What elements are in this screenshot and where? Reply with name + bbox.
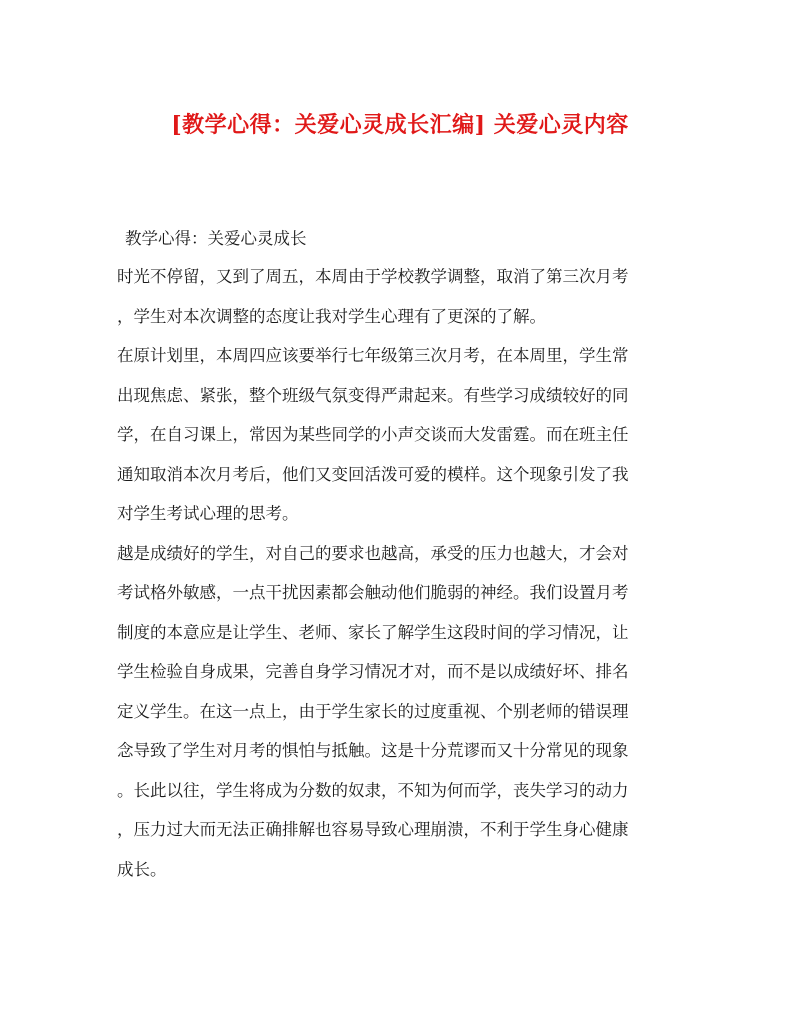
text-line: 在原计划里，本周四应该要举行七年级第三次月考，在本周里，学生常	[117, 346, 629, 365]
text-line: 学生检验自身成果，完善自身学习情况才对，而不是以成绩好坏、排名	[117, 662, 629, 681]
text-line: 。长此以往，学生将成为分数的奴隶，不知为何而学，丧失学习的动力	[117, 780, 629, 800]
text-line: 学，在自习课上，常因为某些同学的小声交谈而大发雷霆。而在班主任	[117, 425, 629, 444]
text-line: 越是成绩好的学生，对自己的要求也越高，承受的压力也越大，才会对	[117, 543, 629, 563]
text-line: 考试格外敏感，一点干扰因素都会触动他们脆弱的神经。我们设置月考	[117, 583, 629, 602]
text-line: ，压力过大而无法正确排解也容易导致心理崩溃，不利于学生身心健康	[117, 820, 629, 839]
text-line: 成长。	[117, 859, 167, 879]
text-line: 出现焦虑、紧张，整个班级气氛变得严肃起来。有些学习成绩较好的同	[117, 385, 629, 405]
text-line: 时光不停留，又到了周五，本周由于学校教学调整，取消了第三次月考	[117, 267, 629, 286]
text-line: ，学生对本次调整的态度让我对学生心理有了更深的了解。	[117, 306, 546, 326]
text-line: 制度的本意应是让学生、老师、家长了解学生这段时间的学习情况，让	[117, 622, 629, 642]
document-subtitle: 教学心得：关爱心灵成长	[125, 229, 307, 248]
text-line: 念导致了学生对月考的惧怕与抵触。这是十分荒谬而又十分常见的现象	[117, 741, 629, 760]
text-line: 通知取消本次月考后，他们又变回活泼可爱的模样。这个现象引发了我	[117, 464, 629, 484]
text-line: 对学生考试心理的思考。	[117, 504, 299, 523]
text-line: 定义学生。在这一点上，由于学生家长的过度重视、个别老师的错误理	[117, 701, 629, 721]
document-body	[117, 220, 697, 889]
document-title: [教学心得：关爱心灵成长汇编] 关爱心灵内容	[171, 112, 629, 138]
